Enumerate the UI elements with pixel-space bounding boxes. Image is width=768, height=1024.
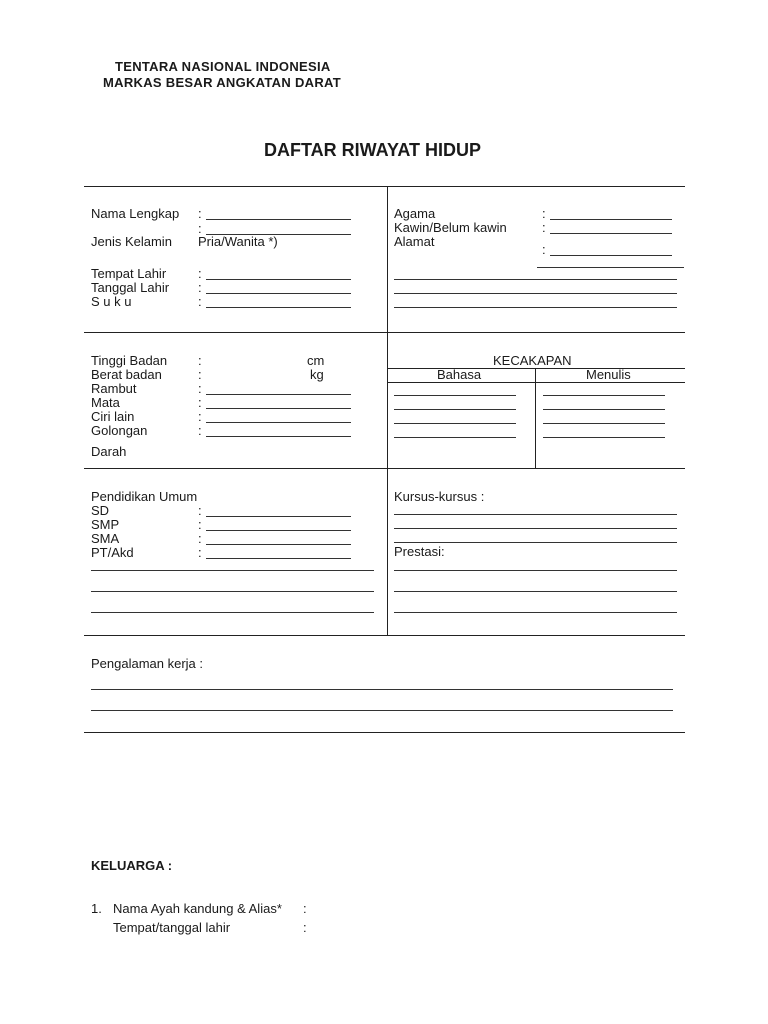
- pengalaman-field-2[interactable]: [91, 710, 673, 711]
- colon: :: [542, 206, 546, 221]
- label-pt-akd: PT/Akd: [91, 545, 134, 560]
- tanggal-lahir-field[interactable]: [206, 293, 351, 294]
- kursus-field-3[interactable]: [394, 542, 677, 543]
- document-title: DAFTAR RIWAYAT HIDUP: [264, 140, 482, 160]
- label-alamat: Alamat: [394, 234, 435, 249]
- skills-col-bahasa: Bahasa: [437, 367, 482, 382]
- agama-field[interactable]: [550, 219, 672, 220]
- bahasa-field-1[interactable]: [394, 395, 516, 396]
- label-jenis-kelamin: Jenis Kelamin: [91, 234, 172, 249]
- colon: :: [198, 221, 202, 236]
- sma-field[interactable]: [206, 544, 351, 545]
- bahasa-field-4[interactable]: [394, 437, 516, 438]
- label-tempat-tanggal-lahir: Tempat/tanggal lahir: [113, 920, 231, 935]
- kursus-field-1[interactable]: [394, 514, 677, 515]
- colon: :: [198, 280, 202, 295]
- colon: :: [542, 242, 546, 257]
- tempat-lahir-field[interactable]: [206, 279, 351, 280]
- label-nama-ayah: Nama Ayah kandung & Alias*: [113, 901, 282, 916]
- label-berat-badan: Berat badan: [91, 367, 162, 382]
- colon: :: [198, 409, 202, 424]
- section-divider-2: [84, 468, 685, 469]
- table-bottom-border: [84, 732, 685, 733]
- skills-heading: KECAKAPAN: [493, 353, 572, 368]
- label-tanggal-lahir: Tanggal Lahir: [91, 280, 170, 295]
- skills-column-divider: [535, 368, 536, 468]
- center-divider: [387, 186, 388, 635]
- org-name: TENTARA NASIONAL INDONESIA: [115, 59, 331, 74]
- org-sub: MARKAS BESAR ANGKATAN DARAT: [103, 75, 341, 90]
- jenis-kelamin-value: Pria/Wanita *): [198, 234, 278, 249]
- colon: :: [198, 531, 202, 546]
- education-extra-field-2[interactable]: [91, 591, 374, 592]
- section-divider-3: [84, 635, 685, 636]
- label-tinggi-badan: Tinggi Badan: [91, 353, 168, 368]
- label-mata: Mata: [91, 395, 120, 410]
- colon: :: [198, 503, 202, 518]
- menulis-field-2[interactable]: [543, 409, 665, 410]
- colon: :: [198, 381, 202, 396]
- alamat-field-4[interactable]: [394, 293, 677, 294]
- label-golongan: Golongan: [91, 423, 148, 438]
- bahasa-field-3[interactable]: [394, 423, 516, 424]
- colon: :: [198, 206, 202, 221]
- menulis-field-3[interactable]: [543, 423, 665, 424]
- label-tempat-lahir: Tempat Lahir: [91, 266, 167, 281]
- colon: :: [198, 517, 202, 532]
- alamat-field-1[interactable]: [550, 255, 672, 256]
- rambut-field[interactable]: [206, 394, 351, 395]
- label-sd: SD: [91, 503, 110, 518]
- menulis-field-1[interactable]: [543, 395, 665, 396]
- label-agama: Agama: [394, 206, 436, 221]
- label-nama-lengkap: Nama Lengkap: [91, 206, 180, 221]
- prestasi-field-2[interactable]: [394, 591, 677, 592]
- pengalaman-field-1[interactable]: [91, 689, 673, 690]
- label-pengalaman-kerja: Pengalaman kerja :: [91, 656, 204, 671]
- colon: :: [542, 220, 546, 235]
- label-suku: S u k u: [91, 294, 132, 309]
- label-pendidikan-umum: Pendidikan Umum: [91, 489, 198, 504]
- table-top-border: [84, 186, 685, 187]
- nama-lengkap-field[interactable]: [206, 219, 351, 220]
- suku-field[interactable]: [206, 307, 351, 308]
- golongan-field[interactable]: [206, 436, 351, 437]
- pt-akd-field[interactable]: [206, 558, 351, 559]
- family-item-number: 1.: [91, 901, 102, 916]
- colon: :: [303, 920, 307, 935]
- menulis-field-4[interactable]: [543, 437, 665, 438]
- education-extra-field-1[interactable]: [91, 570, 374, 571]
- bahasa-field-2[interactable]: [394, 409, 516, 410]
- mata-field[interactable]: [206, 408, 351, 409]
- colon: :: [198, 294, 202, 309]
- colon: :: [198, 266, 202, 281]
- label-smp: SMP: [91, 517, 120, 532]
- unit-kg: kg: [310, 367, 324, 382]
- education-extra-field-3[interactable]: [91, 612, 374, 613]
- skills-header-line: [387, 368, 685, 369]
- sd-field[interactable]: [206, 516, 351, 517]
- kursus-field-2[interactable]: [394, 528, 677, 529]
- alamat-field-5[interactable]: [394, 307, 677, 308]
- label-prestasi: Prestasi:: [394, 544, 445, 559]
- colon: :: [198, 367, 202, 382]
- label-status-kawin: Kawin/Belum kawin: [394, 220, 507, 235]
- colon: :: [198, 545, 202, 560]
- smp-field[interactable]: [206, 530, 351, 531]
- colon: :: [198, 395, 202, 410]
- label-rambut: Rambut: [91, 381, 137, 396]
- prestasi-field-3[interactable]: [394, 612, 677, 613]
- skills-col-menulis: Menulis: [586, 367, 631, 382]
- label-darah: Darah: [91, 444, 127, 459]
- label-kursus: Kursus-kursus :: [394, 489, 485, 504]
- alamat-field-3[interactable]: [394, 279, 677, 280]
- ciri-lain-field[interactable]: [206, 422, 351, 423]
- colon: :: [303, 901, 307, 916]
- colon: :: [198, 353, 202, 368]
- skills-subheader-line: [387, 382, 685, 383]
- prestasi-field-1[interactable]: [394, 570, 677, 571]
- colon: :: [198, 423, 202, 438]
- alamat-field-2[interactable]: [537, 267, 684, 268]
- label-ciri-lain: Ciri lain: [91, 409, 135, 424]
- unit-cm: cm: [307, 353, 325, 368]
- family-heading: KELUARGA :: [91, 858, 173, 873]
- status-kawin-field[interactable]: [550, 233, 672, 234]
- label-sma: SMA: [91, 531, 120, 546]
- section-divider-1: [84, 332, 685, 333]
